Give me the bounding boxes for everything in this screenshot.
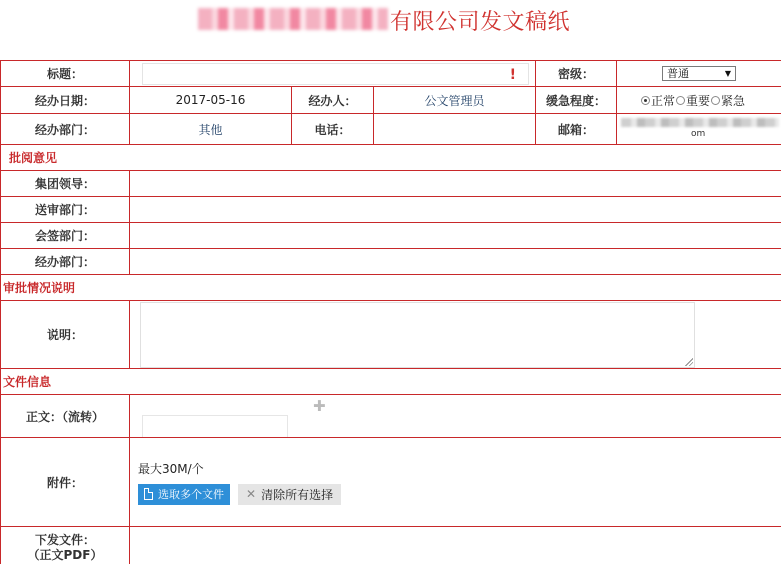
plus-icon[interactable]: ✚ <box>313 397 326 415</box>
dispatch-form <box>0 60 781 564</box>
radio-icon <box>711 96 720 105</box>
issued-file-label-line2: （正文PDF） <box>27 548 103 562</box>
header <box>0 0 781 60</box>
title-input[interactable] <box>142 63 529 85</box>
select-files-label: 选取多个文件 <box>158 488 224 501</box>
file-icon <box>144 488 153 500</box>
urgency-radio-important[interactable] <box>676 92 710 109</box>
handle-date-label: 经办日期： <box>1 87 130 114</box>
handle-date-value: 2017-05-16 <box>130 87 292 114</box>
page-title: 有限公司发文稿纸 <box>390 10 571 35</box>
resize-grip-icon[interactable] <box>685 358 693 366</box>
main-text-label: 正文：（流转） <box>1 395 130 438</box>
clear-selection-button[interactable] <box>238 484 341 505</box>
urgency-cell <box>617 87 781 114</box>
phone-value[interactable] <box>374 114 536 145</box>
email-suffix: om <box>691 129 706 139</box>
approval-label: 说明： <box>1 301 130 369</box>
attachment-cell <box>130 438 781 527</box>
secrecy-label: 密级： <box>536 61 617 87</box>
review-row-label: 会签部门： <box>1 223 130 249</box>
urgency-label: 缓急程度： <box>536 87 617 114</box>
urgency-radio-normal[interactable] <box>641 92 675 109</box>
review-row-value <box>130 223 781 249</box>
issued-file-label <box>1 527 130 564</box>
review-row-label: 经办部门： <box>1 249 130 275</box>
dropdown-arrow-icon: ▼ <box>724 69 731 78</box>
attachment-label: 附件： <box>1 438 130 527</box>
title-label: 标题： <box>1 61 130 87</box>
issued-file-cell[interactable] <box>130 527 781 564</box>
review-row-label: 送审部门： <box>1 197 130 223</box>
issued-file-label-line1: 下发文件： <box>34 533 95 547</box>
secrecy-selected: 普通 <box>667 67 689 80</box>
attachment-buttons <box>138 484 781 505</box>
close-icon: ✕ <box>246 487 257 501</box>
email-label: 邮箱： <box>536 114 617 145</box>
approval-textarea[interactable] <box>140 302 695 368</box>
clear-selection-label: 清除所有选择 <box>261 487 334 502</box>
urgency-radio-urgent[interactable] <box>711 92 745 109</box>
urgency-option-label: 重要 <box>686 93 711 108</box>
radio-icon <box>676 96 685 105</box>
email-redacted <box>621 118 779 127</box>
main-text-cell <box>130 395 781 438</box>
urgency-option-label: 紧急 <box>721 93 746 108</box>
main-text-upload-box[interactable] <box>142 415 288 437</box>
review-row-value <box>130 197 781 223</box>
title-cell <box>130 61 536 87</box>
select-files-button[interactable] <box>138 484 230 505</box>
secrecy-select[interactable] <box>662 66 736 81</box>
review-row-value <box>130 249 781 275</box>
urgency-radio-group <box>617 92 781 109</box>
phone-label: 电话： <box>292 114 374 145</box>
urgency-option-label: 正常 <box>651 93 676 108</box>
handler-value: 公文管理员 <box>374 87 536 114</box>
approval-cell <box>130 301 781 369</box>
attachment-limit: 最大30M/个 <box>138 461 204 476</box>
handle-dept-label: 经办部门： <box>1 114 130 145</box>
secrecy-cell <box>617 61 781 87</box>
required-mark-icon: ! <box>509 66 516 83</box>
radio-checked-icon <box>641 96 650 105</box>
email-value <box>617 114 781 145</box>
review-row-label: 集团领导： <box>1 171 130 197</box>
review-row-value <box>130 171 781 197</box>
handle-dept-value: 其他 <box>130 114 292 145</box>
handler-label: 经办人： <box>292 87 374 114</box>
approval-section-header: 审批情况说明 <box>1 275 781 301</box>
review-section-header: 批阅意见 <box>1 145 781 171</box>
file-info-section-header: 文件信息 <box>1 369 781 395</box>
company-name-redacted <box>198 8 388 30</box>
